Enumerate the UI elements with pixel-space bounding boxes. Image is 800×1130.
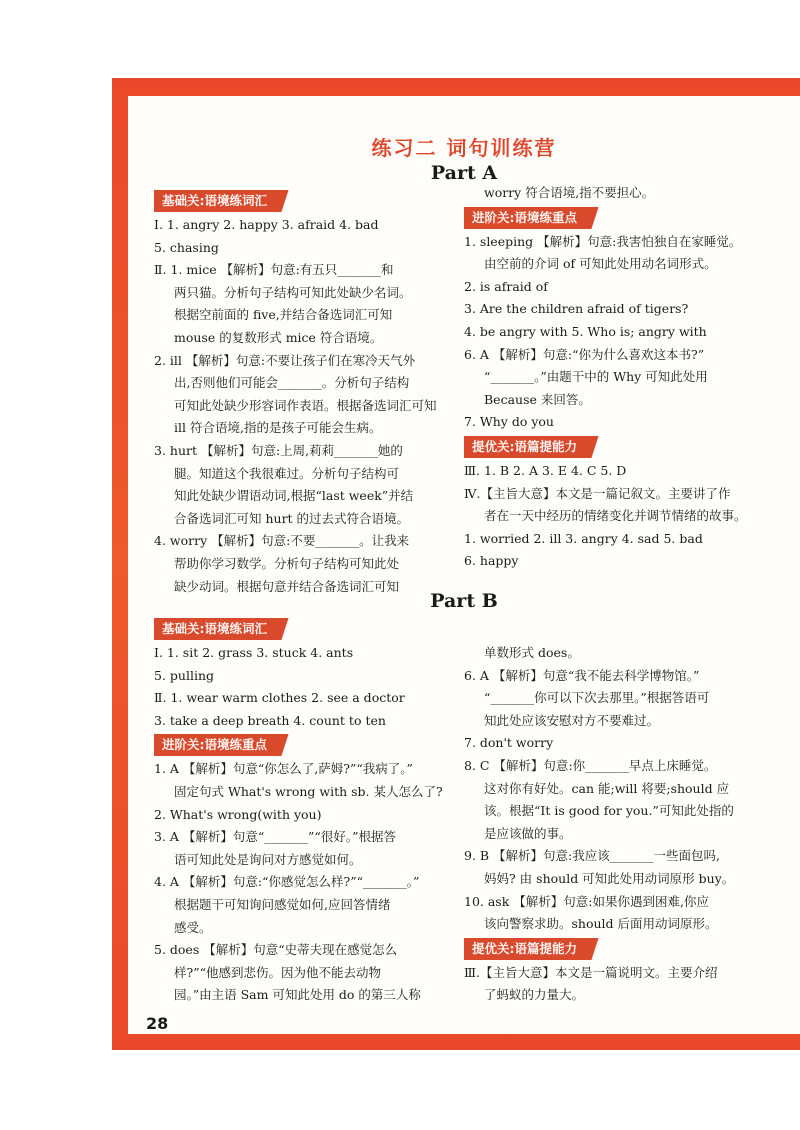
section-bar-label: 进阶关:语境练重点 [154, 734, 289, 756]
part-b-right-column [464, 642, 782, 1007]
answer-line: 9. B 【解析】句意:我应该_______一些面包吗, [464, 848, 720, 864]
answer-continuation-line: Because 来回答。 [484, 391, 591, 407]
answer-line: 10. ask 【解析】句意:如果你遇到困难,你应 [464, 893, 709, 909]
answer-line: 1. sleeping 【解析】句意:我害怕独自在家睡觉。 [464, 233, 742, 249]
answer-line: 2. ill 【解析】句意:不要让孩子们在寒冷天气外 [154, 352, 416, 368]
answer-line: 5. does 【解析】句意“史蒂夫现在感觉怎么 [154, 942, 398, 958]
answer-continuation-line: 该向警察求助。should 后面用动词原形。 [484, 916, 718, 932]
answer-continuation-line: 腿。知道这个我很难过。分析句子结构可 [174, 465, 400, 481]
answer-line: 3. Are the children afraid of tigers? [464, 301, 689, 317]
answer-continuation-line: 知此处应该安慰对方不要难过。 [484, 712, 660, 728]
part-b-left-column [154, 616, 460, 1007]
answer-continuation-line: 帮助你学习数学。分析句子结构可知此处 [174, 555, 400, 571]
answer-continuation-line: mouse 的复数形式 mice 符合语境。 [174, 329, 383, 345]
answer-continuation-line: 语可知此处是询问对方感觉如何。 [174, 851, 362, 867]
answer-line: Ⅰ. 1. angry 2. happy 3. afraid 4. bad [154, 217, 379, 232]
answer-continuation-line: 根据题干可知询问感觉如何,应回答情绪 [174, 896, 391, 912]
section-bar [464, 434, 782, 460]
answer-continuation-line: 感受。 [174, 919, 212, 935]
page-title: 练习二 词句训练营 [371, 136, 557, 160]
answer-line: 3. take a deep breath 4. count to ten [154, 712, 386, 728]
section-bar-label: 基础关:语境练词汇 [154, 190, 289, 212]
section-bar-label: 进阶关:语境练重点 [464, 207, 599, 229]
part-a-right-column [464, 182, 782, 573]
section-bar-label: 提优关:语篇提能力 [464, 436, 599, 458]
answer-continuation-line: 园。”由主语 Sam 可知此处用 do 的第三人称 [174, 987, 421, 1003]
section-bar [154, 616, 460, 642]
answer-line: 4. A 【解析】句意:“你感觉怎么样?”“_______。” [154, 874, 420, 890]
answer-continuation-line: “_______你可以下次去那里。”根据答语可 [484, 690, 710, 706]
answer-continuation-line: 知此处缺少谓语动词,根据“last week”并结 [174, 488, 414, 504]
answer-continuation-line: 缺少动词。根据句意并结合备选词汇可知 [174, 578, 400, 594]
section-bar-label: 提优关:语篇提能力 [464, 938, 599, 960]
answer-continuation-line: 可知此处缺少形容词作表语。根据备选词汇可知 [174, 397, 437, 413]
answer-line: 5. pulling [154, 667, 214, 683]
answer-line: Ⅱ. 1. wear warm clothes 2. see a doctor [154, 690, 405, 706]
answer-line: Ⅱ. 1. mice 【解析】句意:有五只_______和 [154, 262, 394, 278]
answer-line: Ⅲ. 1. B 2. A 3. E 4. C 5. D [464, 462, 627, 478]
answer-continuation-line: 合备选词汇可知 hurt 的过去式符合语境。 [174, 510, 410, 526]
answer-line: 7. don't worry [464, 735, 554, 751]
section-bar-label: 基础关:语境练词汇 [154, 618, 289, 640]
answer-line: Ⅲ.【主旨大意】本文是一篇说明文。主要介绍 [464, 964, 718, 980]
answer-line: 4. be angry with 5. Who is; angry with [464, 323, 707, 339]
answer-continuation-line: 妈妈? 由 should 可知此处用动词原形 buy。 [484, 870, 735, 886]
answer-continuation-line: 根据空前面的 five,并结合备选词汇可知 [174, 307, 393, 323]
answer-line: 2. What's wrong(with you) [154, 806, 322, 822]
answer-continuation-line: 这对你有好处。can 能;will 将要;should 应 [484, 780, 730, 796]
answer-line: Ⅳ.【主旨大意】本文是一篇记叙文。主要讲了作 [464, 485, 731, 501]
answer-continuation-line: 单数形式 does。 [484, 645, 580, 660]
answer-line: 1. worried 2. ill 3. angry 4. sad 5. bad [464, 530, 703, 546]
answer-line: 2. is afraid of [464, 278, 548, 294]
answer-line: 7. Why do you [464, 414, 554, 430]
answer-line: Ⅰ. 1. sit 2. grass 3. stuck 4. ants [154, 645, 354, 660]
answer-continuation-line: 者在一天中经历的情绪变化并调节情绪的故事。 [484, 508, 747, 524]
page-content [128, 96, 800, 1034]
answer-continuation-line: ill 符合语境,指的是孩子可能会生病。 [174, 420, 382, 436]
answer-continuation-line: 固定句式 What's wrong with sb. 某人怎么了? [174, 783, 443, 799]
answer-continuation-line: 该。根据“It is good for you.”可知此处指的 [484, 803, 734, 819]
answer-line: 8. C 【解析】句意:你_______早点上床睡觉。 [464, 757, 717, 773]
answer-continuation-line: 是应该做的事。 [484, 825, 572, 841]
answer-continuation-line: 两只猫。分析句子结构可知此处缺少名词。 [174, 284, 412, 300]
answer-line: 4. worry 【解析】句意:不要_______。让我来 [154, 533, 410, 549]
answer-continuation-line: 了蚂蚁的力量大。 [484, 987, 585, 1003]
answer-line: 3. hurt 【解析】句意:上周,莉莉_______她的 [154, 442, 403, 458]
answer-continuation-line: worry 符合语境,指不要担心。 [484, 185, 655, 200]
part-a-left-column [154, 188, 460, 598]
answer-line: 3. A 【解析】句意“_______”“很好。”根据答 [154, 829, 396, 845]
answer-continuation-line: “_______。”由题干中的 Why 可知此处用 [484, 369, 708, 385]
answer-line: 6. happy [464, 553, 519, 569]
answer-continuation-line: 由空前的介词 of 可知此处用动名词形式。 [484, 256, 717, 272]
section-bar [464, 936, 782, 962]
answer-continuation-line: 样?”“他感到悲伤。因为他不能去动物 [174, 964, 381, 980]
section-bar [154, 188, 460, 214]
answer-line: 6. A 【解析】句意:“你为什么喜欢这本书?” [464, 346, 705, 362]
page-number: 28 [146, 1014, 169, 1033]
part-b-heading: Part B [430, 590, 498, 612]
answer-line: 6. A 【解析】句意“我不能去科学博物馆。” [464, 667, 700, 683]
answer-line: 1. A 【解析】句意“你怎么了,萨姆?”“我病了。” [154, 761, 413, 777]
section-bar [464, 205, 782, 231]
section-bar [154, 732, 460, 758]
answer-continuation-line: 出,否则他们可能会_______。分析句子结构 [174, 375, 410, 391]
part-a-heading: Part A [430, 162, 498, 184]
answer-line: 5. chasing [154, 239, 219, 255]
